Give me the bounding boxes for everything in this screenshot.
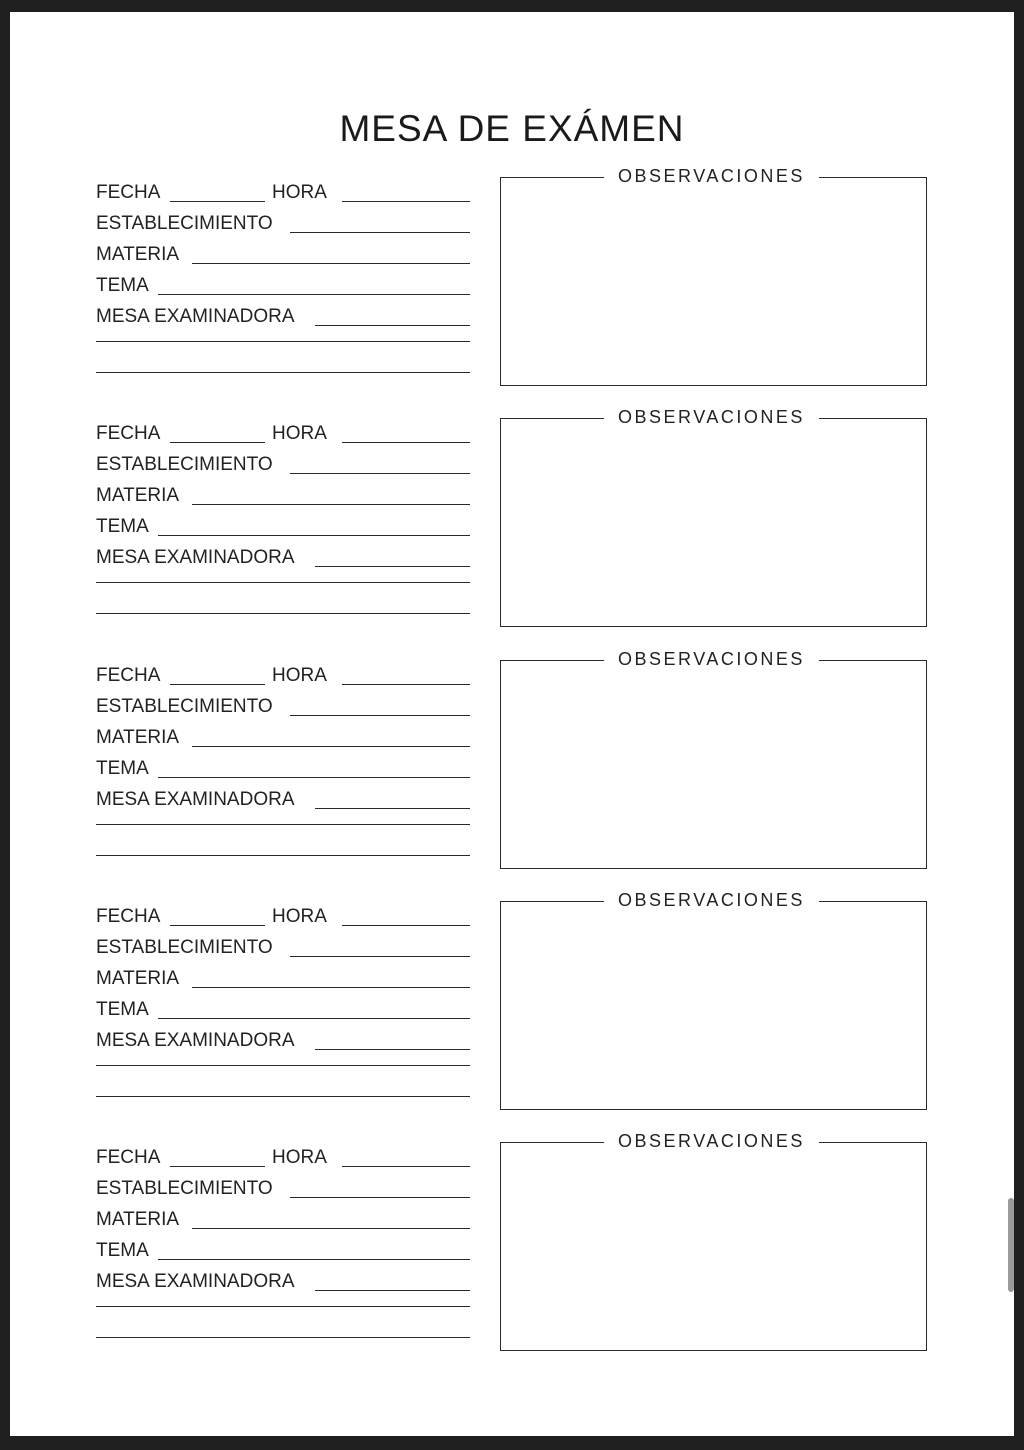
hora-label: HORA [272,665,327,686]
mesa-examinadora-field[interactable] [315,808,470,809]
tema-label: TEMA [96,999,149,1020]
establecimiento-field[interactable] [290,956,470,957]
fecha-field[interactable] [170,442,265,443]
blank-line-field[interactable] [96,855,470,856]
materia-label: MATERIA [96,1209,180,1230]
exam-sheet-page [10,12,1014,1436]
mesa-examinadora-label: MESA EXAMINADORA [96,789,295,810]
tema-label: TEMA [96,516,149,537]
materia-field[interactable] [192,504,470,505]
observaciones-label: OBSERVACIONES [604,164,819,188]
establecimiento-field[interactable] [290,232,470,233]
materia-label: MATERIA [96,968,180,989]
observaciones-box[interactable] [500,1142,927,1351]
observaciones-box[interactable] [500,418,927,627]
exam-section [10,1131,1014,1362]
tema-field[interactable] [158,1018,470,1019]
establecimiento-field[interactable] [290,715,470,716]
mesa-examinadora-field[interactable] [315,325,470,326]
tema-label: TEMA [96,758,149,779]
observaciones-box[interactable] [500,660,927,869]
blank-line-field[interactable] [96,1065,470,1066]
establecimiento-field[interactable] [290,473,470,474]
hora-field[interactable] [342,684,470,685]
hora-label: HORA [272,182,327,203]
mesa-examinadora-label: MESA EXAMINADORA [96,306,295,327]
mesa-examinadora-field[interactable] [315,566,470,567]
hora-label: HORA [272,1147,327,1168]
fecha-label: FECHA [96,906,161,927]
fecha-field[interactable] [170,1166,265,1167]
mesa-examinadora-field[interactable] [315,1049,470,1050]
materia-label: MATERIA [96,244,180,265]
establecimiento-field[interactable] [290,1197,470,1198]
mesa-examinadora-label: MESA EXAMINADORA [96,1271,295,1292]
hora-label: HORA [272,423,327,444]
tema-label: TEMA [96,1240,149,1261]
blank-line-field[interactable] [96,1306,470,1307]
fecha-label: FECHA [96,665,161,686]
materia-label: MATERIA [96,485,180,506]
mesa-examinadora-label: MESA EXAMINADORA [96,1030,295,1051]
page-title: MESA DE EXÁMEN [339,108,685,149]
hora-field[interactable] [342,925,470,926]
materia-field[interactable] [192,1228,470,1229]
scrollbar-thumb[interactable] [1008,1198,1014,1292]
exam-section [10,407,1014,638]
hora-field[interactable] [342,1166,470,1167]
observaciones-label: OBSERVACIONES [604,405,819,429]
observaciones-label: OBSERVACIONES [604,647,819,671]
establecimiento-label: ESTABLECIMIENTO [96,454,273,475]
observaciones-box[interactable] [500,901,927,1110]
observaciones-label: OBSERVACIONES [604,888,819,912]
blank-line-field[interactable] [96,372,470,373]
fecha-field[interactable] [170,201,265,202]
observaciones-box[interactable] [500,177,927,386]
materia-field[interactable] [192,746,470,747]
mesa-examinadora-field[interactable] [315,1290,470,1291]
hora-label: HORA [272,906,327,927]
fecha-field[interactable] [170,925,265,926]
exam-section [10,649,1014,880]
blank-line-field[interactable] [96,341,470,342]
hora-field[interactable] [342,201,470,202]
tema-field[interactable] [158,1259,470,1260]
establecimiento-label: ESTABLECIMIENTO [96,937,273,958]
materia-field[interactable] [192,987,470,988]
blank-line-field[interactable] [96,613,470,614]
exam-section [10,166,1014,397]
tema-field[interactable] [158,535,470,536]
fecha-field[interactable] [170,684,265,685]
blank-line-field[interactable] [96,1337,470,1338]
establecimiento-label: ESTABLECIMIENTO [96,696,273,717]
tema-field[interactable] [158,777,470,778]
establecimiento-label: ESTABLECIMIENTO [96,213,273,234]
blank-line-field[interactable] [96,582,470,583]
fecha-label: FECHA [96,182,161,203]
hora-field[interactable] [342,442,470,443]
mesa-examinadora-label: MESA EXAMINADORA [96,547,295,568]
exam-section [10,890,1014,1121]
tema-label: TEMA [96,275,149,296]
blank-line-field[interactable] [96,1096,470,1097]
establecimiento-label: ESTABLECIMIENTO [96,1178,273,1199]
materia-label: MATERIA [96,727,180,748]
fecha-label: FECHA [96,423,161,444]
observaciones-label: OBSERVACIONES [604,1129,819,1153]
tema-field[interactable] [158,294,470,295]
materia-field[interactable] [192,263,470,264]
fecha-label: FECHA [96,1147,161,1168]
blank-line-field[interactable] [96,824,470,825]
